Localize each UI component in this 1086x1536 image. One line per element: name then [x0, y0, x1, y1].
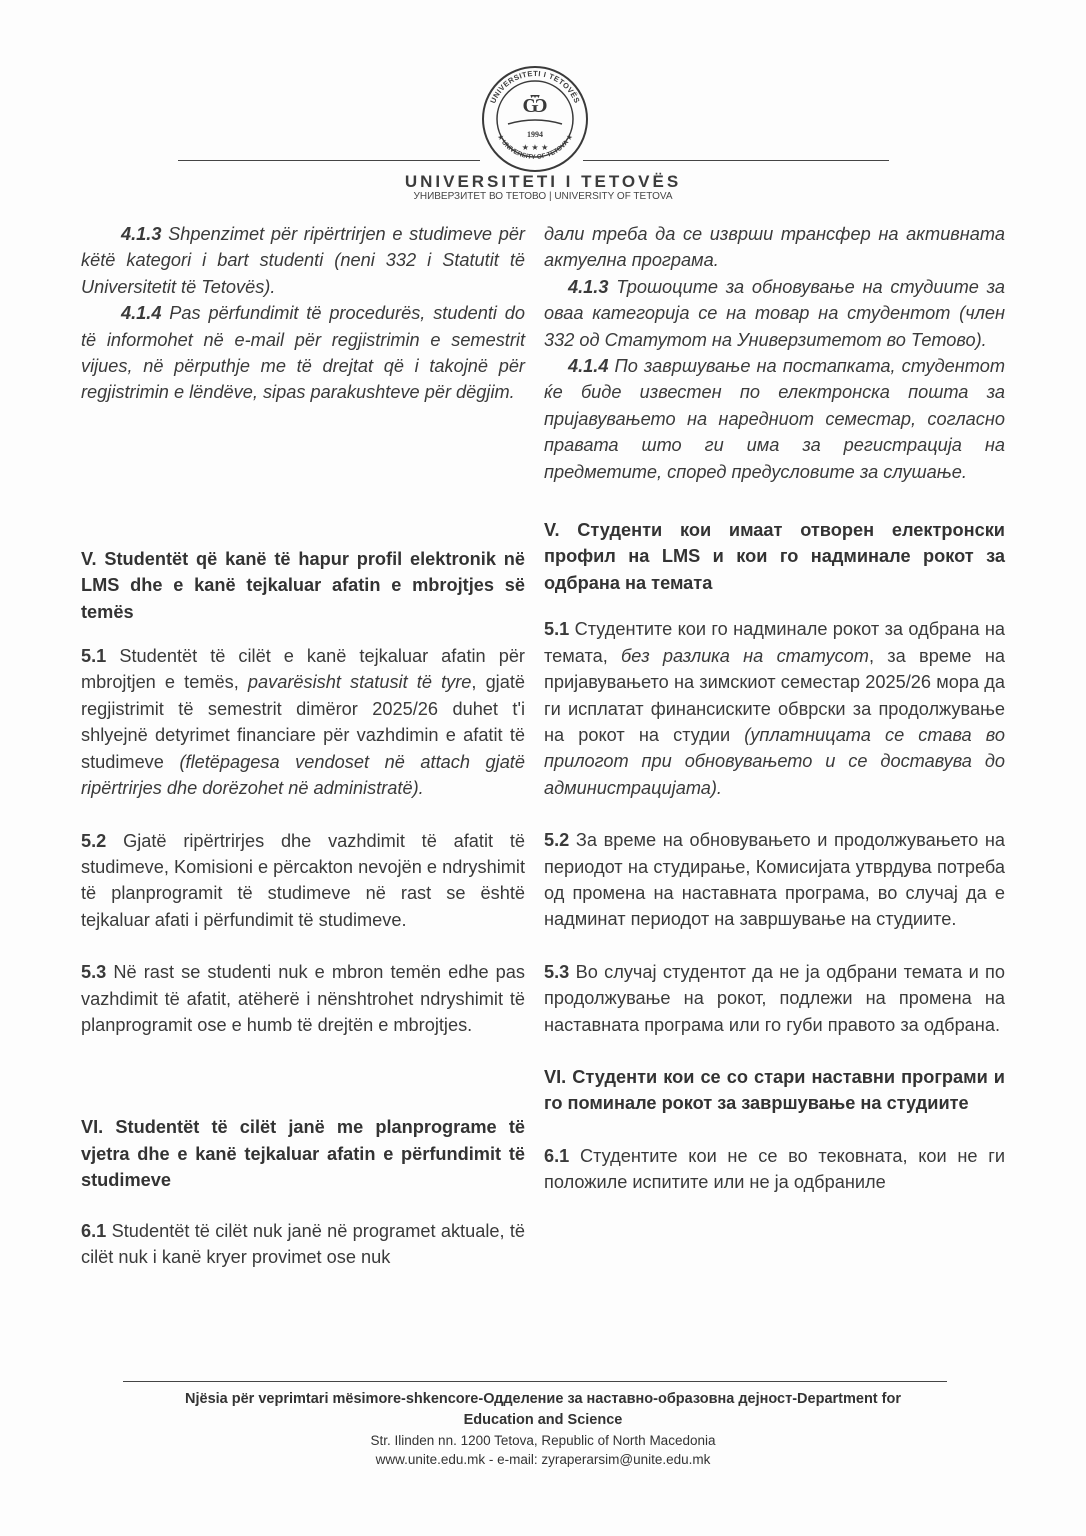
- university-subtitle: УНИВЕРЗИТЕТ ВО ТЕТОВО | UNIVERSITY OF TETOVA: [413, 191, 673, 202]
- paragraph-5-3-mk: 5.3 Во случај студентот да не ја одбрани темата и по продолжување на рокот, подлежи на промена на наставната програма или го губи правото за одбрана.: [544, 961, 1005, 1035]
- svg-text:★ ★ ★: ★ ★ ★: [521, 143, 549, 152]
- svg-text:1994: 1994: [527, 130, 543, 139]
- university-seal-logo: [480, 64, 590, 174]
- paragraph-6-1-mk: 6.1 Студентите кои не се во тековната, кои не ги положиле испитите или не ја одбраниле: [544, 1145, 1005, 1193]
- svg-text:UNIVERSITETI I TETOVËS: UNIVERSITETI I TETOVËS: [488, 68, 582, 105]
- paragraph-5-1: 5.1 Studentët të cilët e kanë tejkaluar afatin për mbrojtjen e temës, pavarësisht statusit të tyre, gjatë regjistrimit të semestrit dimëror 2025/26 duhet t'i shlyejnë detyrimet financiare për vazhdimin e afatit të studimeve (fletëpagesa vendoset në attach gjatë ripërtrirjes dhe dorëzohet në administratë).: [81, 646, 526, 799]
- paragraph-5-1-mk: 5.1 Студентите кои го надминале рокот за одбрана на темата, без разлика на статусот, за време на пријавувањето на зимскиот семестар 2025/26 мора да ги исплатат финансиските обврски за продолжување на рокот на студии (уплатницата се става во прилогот при обновувањето и се доставува до администрацијата).: [544, 619, 1005, 798]
- paragraph-4-1-3: 4.1.3 Shpenzimet për ripërtrirjen e studimeve për këtë kategori i bart studenti (neni 332 i Statutit të Universitetit të Tetovës).: [81, 224, 525, 297]
- paragraph-continuation: дали треба да се изврши трансфер на активната актуелна програма.: [544, 224, 1005, 271]
- right-column-macedonian: [544, 221, 1005, 1196]
- footer-rule: [123, 1381, 947, 1382]
- section-6-title-mk: VI. Студенти кои се со стари наставни програми и го поминале рокот за завршување на студиите: [544, 1066, 1005, 1114]
- header-rule-right: [583, 160, 889, 161]
- paragraph-4-1-4: 4.1.4 Pas përfundimit të procedurës, studenti do të informohet në e-mail për regjistrimin e semestrit vijues, në përputhje me të drejtat që i takojnë për regjistrimin e lëndëve, sipas parakushteve për dëgjim.: [81, 303, 525, 403]
- footer-department-line-2: Education and Science: [463, 1412, 623, 1428]
- paragraph-4-1-4-mk: 4.1.4 По завршување на постапката, студентот ќе биде известен по електронска пошта за пријавувањето на наредниот семестар, согласно правата што ги има за регистрација на предметите, според предусловите за слушање.: [544, 356, 1005, 482]
- document-footer: [100, 1389, 986, 1469]
- footer-address: Str. Ilinden nn. 1200 Tetova, Republic of North Macedonia: [370, 1433, 716, 1448]
- paragraph-5-2: 5.2 Gjatë ripërtrirjes dhe vazhdimit të afatit të studimeve, Komisioni e përcakton nevojën e ndryshimit të planprogramit të studimeve në rast se është tejkaluar afati i përfundimit të studimeve.: [81, 830, 525, 930]
- left-column-albanian: [81, 221, 525, 1270]
- paragraph-5-2-mk: 5.2 За време на обновувањето и продолжувањето на периодот на студирање, Комисијата утврдува потреба од промена на наставната програма, во случај да е надминат периодот на завршување на студиите.: [544, 830, 1005, 930]
- paragraph-6-1: 6.1 Studentët të cilët nuk janë në programet aktuale, të cilët nuk i kanë kryer provimet ose nuk: [81, 1220, 525, 1267]
- section-5-title-mk: V. Студенти кои имаат отворен електронски профил на LMS и кои го надминале рокот за одбрана на темата: [544, 520, 1005, 593]
- svg-text:★ UNIVERSITY OF TETOVA ★: ★ UNIVERSITY OF TETOVA ★: [495, 133, 575, 161]
- university-name: UNIVERSITETI I TETOVËS: [404, 172, 682, 191]
- header-rule-left: [178, 160, 480, 161]
- document-header: [0, 0, 1086, 215]
- svg-text:Ѿ: Ѿ: [522, 95, 548, 117]
- section-6-title: VI. Studentët të cilët janë me planprograme të vjetra dhe e kanë tejkaluar afatin e përfundimit të studimeve: [81, 1117, 525, 1191]
- paragraph-5-3: 5.3 Në rast se studenti nuk e mbron temën edhe pas vazhdimit të afatit, atëherë i nënshtrohet ndryshimit të planprogramit ose e humb të drejtën e mbrojtjes.: [81, 962, 525, 1035]
- paragraph-4-1-3-mk: 4.1.3 Трошоците за обновување на студиите за оваа категорија се на товар на студентот (член 332 од Статутот на Универзитетот во Тетово).: [544, 276, 1005, 350]
- footer-department-line: Njësia për veprimtari mësimore-shkencore-Одделение за наставно-образовна дејност-Department for: [185, 1391, 901, 1407]
- footer-contact: www.unite.edu.mk - e-mail: zyraperarsim@unite.edu.mk: [375, 1452, 711, 1467]
- section-5-title: V. Studentët që kanë të hapur profil elektronik në LMS dhe e kanë tejkaluar afatin e mbrojtjes së temës: [81, 548, 525, 622]
